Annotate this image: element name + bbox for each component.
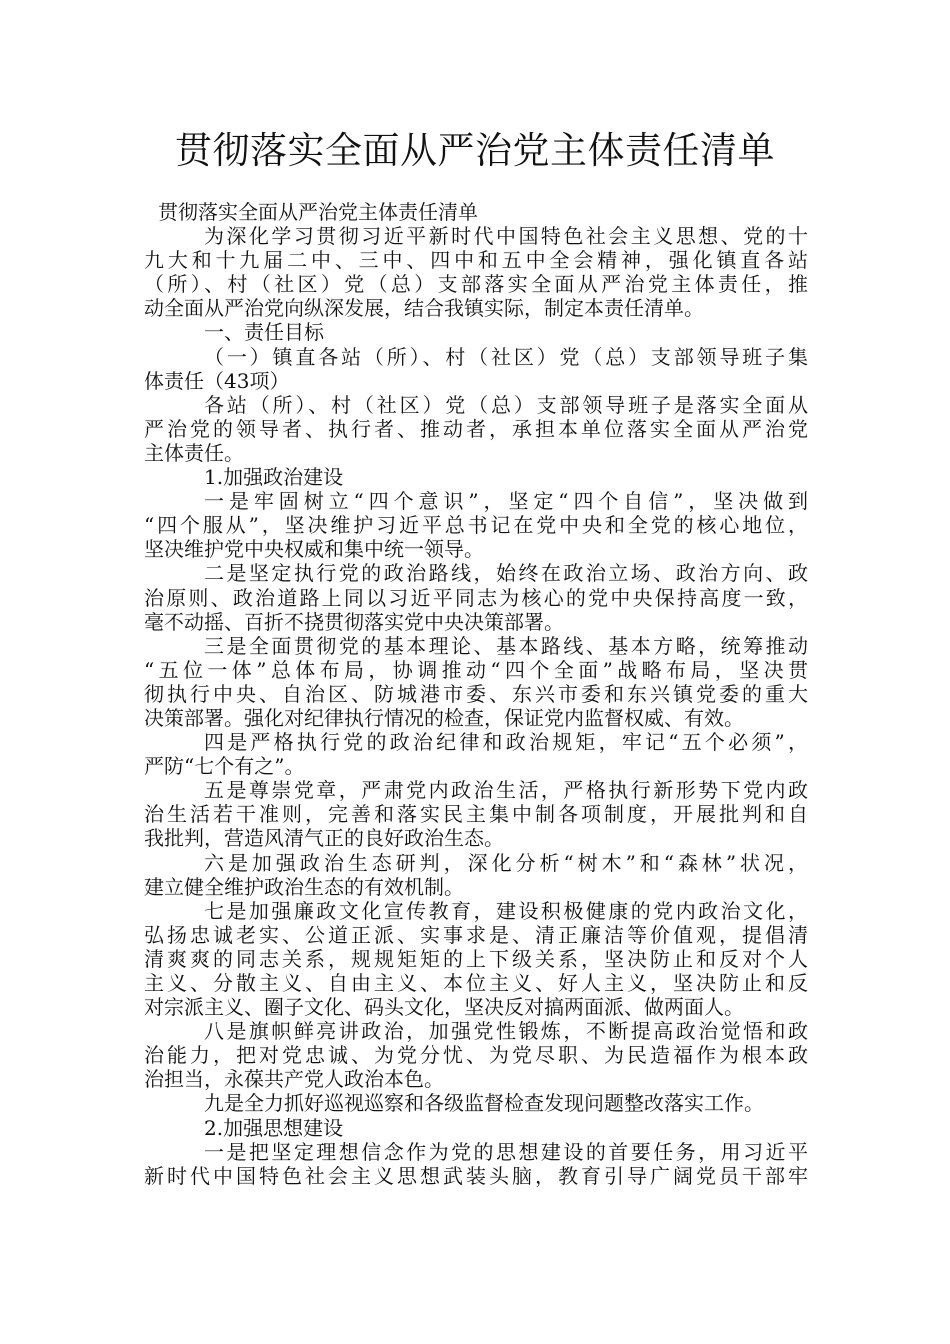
body-text-line: 坚决维护党中央权威和集中统一领导。: [144, 537, 484, 562]
body-text-line: 九大和十九届二中、三中、四中和五中全会精神，强化镇直各站: [144, 248, 808, 273]
body-text-line: “五位一体”总体布局，协调推动“四个全面”战略布局，坚决贯: [144, 657, 808, 682]
body-text-line: “四个服从”，坚决维护习近平总书记在党中央和全党的核心地位，: [144, 513, 808, 538]
body-text-line: 弘扬忠诚老实、公道正派、实事求是、清正廉洁等价值观，提倡清: [144, 922, 808, 947]
body-text-line: 六是加强政治生态研判，深化分析“树木”和“森林”状况，: [204, 850, 808, 875]
body-text-line: 三是全面贯彻党的基本理论、基本路线、基本方略，统筹推动: [204, 633, 808, 658]
document-body: [144, 200, 808, 1188]
body-text-line: （所）、村（社区）党（总）支部落实全面从严治党主体责任，推: [144, 272, 808, 297]
body-text-line: 2.加强思想建设: [204, 1115, 344, 1140]
body-text-line: 治生活若干准则，完善和落实民主集中制各项制度，开展批判和自: [144, 802, 808, 827]
body-text-line: 一、责任目标: [204, 320, 324, 345]
body-text-line: 一是把坚定理想信念作为党的思想建设的首要任务，用习近平: [204, 1139, 808, 1164]
body-text-line: 贯彻落实全面从严治党主体责任清单: [158, 200, 478, 224]
document-title: 贯彻落实全面从严治党主体责任清单: [175, 129, 775, 172]
body-text-line: 九是全力抓好巡视巡察和各级监督检查发现问题整改落实工作。: [204, 1091, 764, 1116]
body-text-line: 彻执行中央、自治区、防城港市委、东兴市委和东兴镇党委的重大: [144, 681, 808, 706]
body-text-line: 治原则、政治道路上同以习近平同志为核心的党中央保持高度一致，: [144, 585, 808, 610]
body-text-line: 主体责任。: [144, 440, 244, 465]
body-text-line: 八是旗帜鲜亮讲政治，加强党性锻炼，不断提高政治觉悟和政: [204, 1019, 808, 1044]
body-text-line: 新时代中国特色社会主义思想武装头脑，教育引导广阔党员干部牢: [144, 1163, 808, 1188]
body-text-line: 严防“七个有之”。: [144, 754, 305, 779]
body-text-line: 毫不动摇、百折不挠贯彻落实党中央决策部署。: [144, 609, 564, 634]
body-text-line: 为深化学习贯彻习近平新时代中国特色社会主义思想、党的十: [204, 224, 808, 249]
body-text-line: 各站（所）、村（社区）党（总）支部领导班子是落实全面从: [204, 392, 808, 417]
body-text-line: 清爽爽的同志关系，规规矩矩的上下级关系，坚决防止和反对个人: [144, 946, 808, 971]
body-text-line: 动全面从严治党向纵深发展，结合我镇实际，制定本责任清单。: [144, 296, 704, 321]
body-text-line: 我批判，营造风清气正的良好政治生态。: [144, 826, 504, 851]
body-text-line: 1.加强政治建设: [204, 465, 344, 490]
body-text-line: 决策部署。强化对纪律执行情况的检查，保证党内监督权威、有效。: [144, 705, 744, 730]
body-text-line: 体责任（43项）: [144, 368, 290, 393]
body-text-line: 七是加强廉政文化宣传教育，建设积极健康的党内政治文化，: [204, 898, 808, 923]
body-text-line: （一）镇直各站（所）、村（社区）党（总）支部领导班子集: [204, 344, 808, 369]
body-text-line: 建立健全维护政治生态的有效机制。: [144, 874, 464, 899]
body-text-line: 四是严格执行党的政治纪律和政治规矩，牢记“五个必须”，: [204, 730, 808, 755]
body-text-line: 二是坚定执行党的政治路线，始终在政治立场、政治方向、政: [204, 561, 808, 586]
body-text-line: 对宗派主义、圈子文化、码头文化，坚决反对搞两面派、做两面人。: [144, 995, 744, 1020]
body-text-line: 严治党的领导者、执行者、推动者，承担本单位落实全面从严治党: [144, 416, 808, 441]
body-text-line: 治担当，永葆共产党人政治本色。: [144, 1067, 444, 1092]
body-text-line: 一是牢固树立“四个意识”，坚定“四个自信”，坚决做到: [204, 489, 808, 514]
body-text-line: 主义、分散主义、自由主义、本位主义、好人主义，坚决防止和反: [144, 971, 808, 995]
body-text-line: 治能力，把对党忠诚、为党分忧、为党尽职、为民造福作为根本政: [144, 1043, 808, 1068]
body-text-line: 五是尊崇党章，严肃党内政治生活，严格执行新形势下党内政: [204, 778, 808, 803]
